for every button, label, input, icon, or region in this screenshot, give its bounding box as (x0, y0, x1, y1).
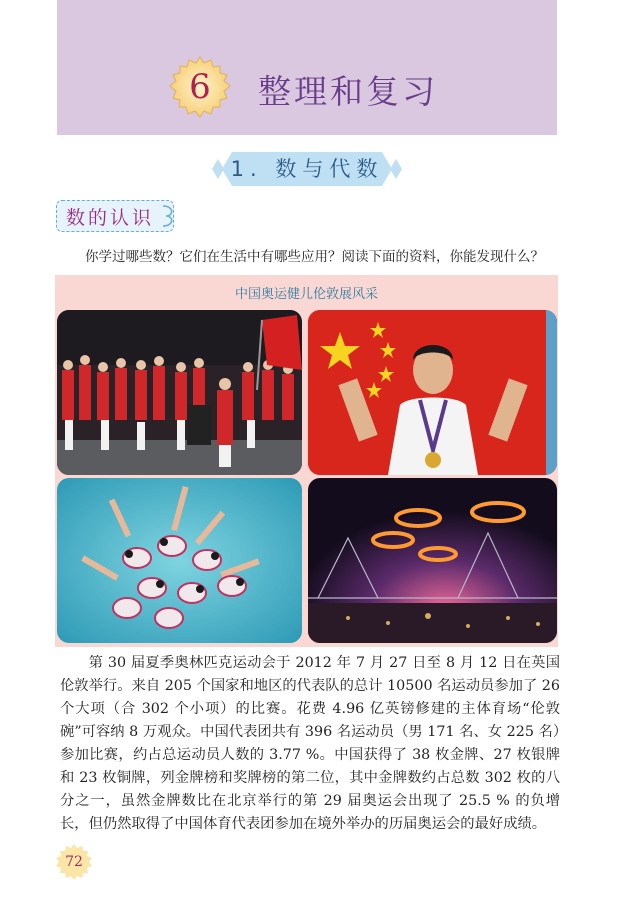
chapter-title: 整理和复习 (258, 72, 438, 111)
photo-swimmer-flag (308, 310, 557, 475)
chapter-number: 6 (189, 67, 211, 107)
intro-question: 你学过哪些数？它们在生活中有哪些应用？阅读下面的资料，你能发现什么？ (85, 249, 544, 265)
photo-synchronized-swimming (57, 478, 302, 643)
scroll-curl-icon (160, 204, 176, 228)
body-paragraph (60, 652, 560, 836)
body-text: 第 30 届夏季奥林匹克运动会于 2012 年 7 月 27 日至 8 月 12 日在英国伦敦举行。来自 205 个国家和地区的代表队的总计 10500 名运动员参加了 26 个大项（合 302 个小项）的比赛。花费 4.96 亿英镑修建的主体育场“伦敦碗”可容纳 8 万观众。中国代表团共有 396 名运动员（男 171 名、女 225 名）参加比赛，约占总运动员人数的 3.77 %。中国获得了 38 枚金牌、27 枚银牌和 23 枚铜牌，列金牌榜和奖牌榜的第二位，其中金牌数约占总数 302 枚的八分之一，虽然金牌数比在北京举行的第 29 届奥运会出现了 25.5 % 的负增长，但仍然取得了中国体育代表团参加在境外举办的历届奥运会的最好成绩。 (60, 655, 560, 832)
topic-label: 数的认识 (66, 207, 155, 229)
photo-opening-ceremony (308, 478, 557, 643)
photo-team-parade (57, 310, 302, 475)
section-title: 1. 数与代数 (230, 157, 384, 181)
photo-panel-caption: 中国奥运健儿伦敦展风采 (234, 287, 378, 302)
page-number: 72 (65, 854, 83, 870)
